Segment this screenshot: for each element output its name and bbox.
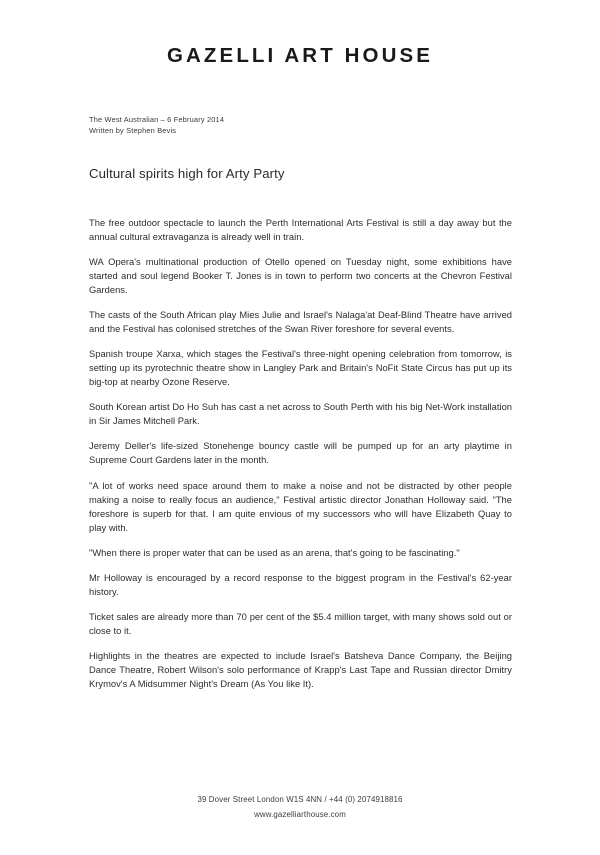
footer-website: www.gazelliarthouse.com xyxy=(254,809,346,819)
article-paragraph: Ticket sales are already more than 70 per cent of the $5.4 million target, with many shows sold out or close to it. xyxy=(89,611,512,636)
article-paragraph: WA Opera's multinational production of Otello opened on Tuesday night, some exhibitions have started and soul legend Booker T. Jones is in town to perform two concerts at the Chevron Festival Gardens. xyxy=(89,256,512,296)
article-paragraph: Spanish troupe Xarxa, which stages the Festival's three-night opening celebration from tomorrow, is setting up its pyrotechnic theatre show in Langley Park and Britain's NoFit State Circus has put up its big-top at nearby Ozone Reserve. xyxy=(89,349,512,388)
article-paragraph: The casts of the South African play Mies Julie and Israel's Nalaga'at Deaf-Blind Theatre have arrived and the Festival has colonised stretches of the Swan River foreshore for several events. xyxy=(89,310,512,335)
brand-title: GAZELLI ART HOUSE xyxy=(166,44,434,67)
article xyxy=(89,166,512,691)
source-line: The West Australian – 6 February 2014 xyxy=(89,115,225,124)
article-paragraph: The free outdoor spectacle to launch the Perth International Arts Festival is still a day away but the annual cultural extravaganza is already well in train. xyxy=(89,217,512,242)
publication-meta xyxy=(89,114,224,137)
article-paragraph: South Korean artist Do Ho Suh has cast a net across to South Perth with his big Net-Work installation in Sir James Mitchell Park. xyxy=(89,402,512,427)
byline: Written by Stephen Bevis xyxy=(89,126,177,136)
masthead xyxy=(0,0,600,68)
article-paragraph: Mr Holloway is encouraged by a record response to the biggest program in the Festival's 62-year history. xyxy=(89,572,512,597)
page-footer xyxy=(0,793,600,822)
article-paragraph: Highlights in the theatres are expected to include Israel's Batsheva Dance Company, the Beijing Dance Theatre, Robert Wilson's solo performance of Krapp's Last Tape and Russian director Dmitry Krymov's A Midsummer Night's Dream (As You like It). xyxy=(89,650,512,690)
page-title: Cultural spirits high for Arty Party xyxy=(89,166,285,181)
article-paragraph: "A lot of works need space around them to make a noise and not be distracted by other people making a noise to really focus an audience," Festival artistic director Jonathan Holloway said. "The foreshore is superb for that. I am quite envious of my successors who will have Elizabeth Quay to play with. xyxy=(89,480,512,533)
article-paragraph: Jeremy Deller's life-sized Stonehenge bouncy castle will be pumped up for an arty playtime in Supreme Court Gardens later in the month. xyxy=(89,441,512,466)
article-paragraph: "When there is proper water that can be used as an arena, that's going to be fascinating." xyxy=(89,547,460,558)
article-body xyxy=(89,216,512,691)
footer-address: 39 Dover Street London W1S 4NN / +44 (0) 2074918816 xyxy=(197,795,403,804)
